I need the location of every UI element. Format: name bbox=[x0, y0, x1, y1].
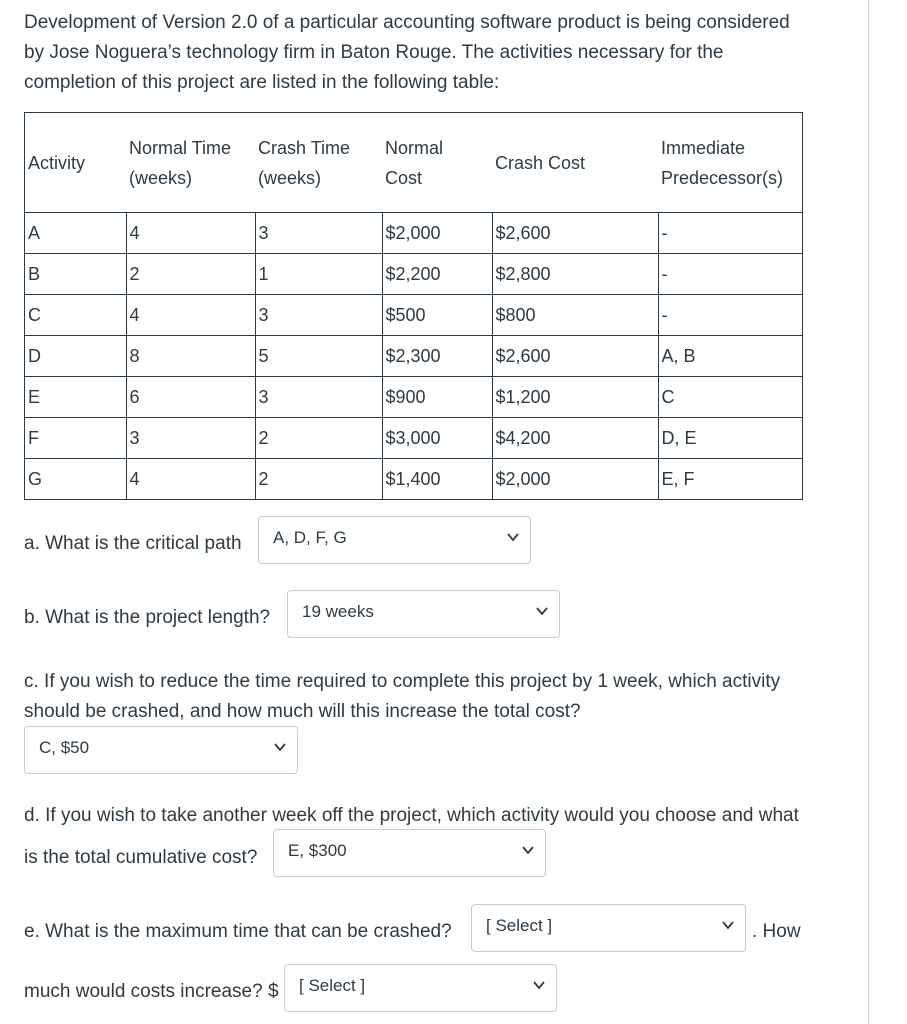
cell-activity: F bbox=[25, 418, 127, 459]
cost-increase-select[interactable] bbox=[284, 964, 557, 1012]
intro-line-3: completion of this project are listed in the following table: bbox=[24, 72, 500, 93]
activities-table bbox=[24, 112, 803, 500]
select-value: A, D, F, G bbox=[273, 528, 347, 547]
cell-crash-time: 3 bbox=[255, 377, 382, 418]
cell-activity: G bbox=[25, 459, 127, 500]
critical-path-select[interactable] bbox=[258, 516, 531, 564]
chevron-down-icon bbox=[506, 530, 520, 544]
table-row bbox=[25, 418, 803, 459]
question-c-line-1: c. If you wish to reduce the time required to complete this project by 1 week, which activity bbox=[24, 671, 781, 692]
cell-crash-cost: $2,800 bbox=[492, 254, 658, 295]
cell-normal-cost: $2,000 bbox=[382, 213, 492, 254]
cell-crash-time: 2 bbox=[255, 418, 382, 459]
cell-activity: B bbox=[25, 254, 127, 295]
cell-crash-cost: $2,600 bbox=[492, 336, 658, 377]
cell-normal-cost: $500 bbox=[382, 295, 492, 336]
cell-crash-time: 3 bbox=[255, 213, 382, 254]
header-crash-time: Crash Time (weeks) bbox=[255, 113, 382, 213]
cell-activity: C bbox=[25, 295, 127, 336]
question-c-line-2: should be crashed, and how much will this increase the total cost? bbox=[24, 701, 581, 722]
question-e-text: e. What is the maximum time that can be crashed? bbox=[24, 921, 452, 942]
table-row bbox=[25, 213, 803, 254]
cell-crash-time: 1 bbox=[255, 254, 382, 295]
table-row bbox=[25, 459, 803, 500]
cell-predecessors: - bbox=[658, 254, 803, 295]
header-normal-time: Normal Time (weeks) bbox=[126, 113, 255, 213]
header-normal-cost: Normal Cost bbox=[382, 113, 492, 213]
cell-normal-cost: $1,400 bbox=[382, 459, 492, 500]
question-e-line-2: much would costs increase? $ bbox=[24, 981, 279, 1002]
cell-predecessors: A, B bbox=[658, 336, 803, 377]
table-row bbox=[25, 377, 803, 418]
cell-normal-time: 4 bbox=[126, 213, 255, 254]
table-row bbox=[25, 295, 803, 336]
page-right-border bbox=[868, 0, 869, 1024]
cell-predecessors: C bbox=[658, 377, 803, 418]
chevron-down-icon bbox=[532, 978, 546, 992]
cell-normal-time: 4 bbox=[126, 459, 255, 500]
cell-normal-time: 2 bbox=[126, 254, 255, 295]
cell-predecessors: E, F bbox=[658, 459, 803, 500]
cell-crash-cost: $1,200 bbox=[492, 377, 658, 418]
chevron-down-icon bbox=[721, 918, 735, 932]
select-value: [ Select ] bbox=[486, 916, 553, 935]
cell-activity: D bbox=[25, 336, 127, 377]
cell-activity: E bbox=[25, 377, 127, 418]
crash-second-week-select[interactable] bbox=[273, 829, 546, 877]
table-row bbox=[25, 336, 803, 377]
header-crash-cost: Crash Cost bbox=[492, 113, 658, 213]
select-value: 19 weeks bbox=[302, 602, 374, 621]
cell-normal-time: 4 bbox=[126, 295, 255, 336]
question-a-text: a. What is the critical path bbox=[24, 533, 242, 554]
cell-crash-time: 3 bbox=[255, 295, 382, 336]
chevron-down-icon bbox=[273, 740, 287, 754]
cell-predecessors: - bbox=[658, 213, 803, 254]
cell-normal-time: 6 bbox=[126, 377, 255, 418]
question-e-after: . How bbox=[752, 921, 801, 942]
question-b-text: b. What is the project length? bbox=[24, 607, 271, 628]
select-value: C, $50 bbox=[39, 738, 90, 757]
cell-predecessors: D, E bbox=[658, 418, 803, 459]
cell-crash-time: 2 bbox=[255, 459, 382, 500]
project-length-select[interactable] bbox=[287, 590, 560, 638]
cell-crash-cost: $800 bbox=[492, 295, 658, 336]
chevron-down-icon bbox=[521, 843, 535, 857]
chevron-down-icon bbox=[535, 604, 549, 618]
table-row bbox=[25, 254, 803, 295]
question-d-line-1: d. If you wish to take another week off the project, which activity would you choose and what bbox=[24, 805, 799, 826]
cell-crash-cost: $2,000 bbox=[492, 459, 658, 500]
cell-normal-cost: $900 bbox=[382, 377, 492, 418]
problem-intro bbox=[24, 8, 844, 98]
intro-line-2: by Jose Noguera’s technology firm in Baton Rouge. The activities necessary for the bbox=[24, 42, 724, 63]
table-header-row bbox=[25, 113, 803, 213]
cell-crash-cost: $4,200 bbox=[492, 418, 658, 459]
cell-crash-cost: $2,600 bbox=[492, 213, 658, 254]
intro-line-1: Development of Version 2.0 of a particular accounting software product is being considered bbox=[24, 12, 790, 33]
question-d-line-2: is the total cumulative cost? bbox=[24, 847, 258, 868]
crash-one-week-select[interactable] bbox=[24, 726, 298, 774]
select-value: [ Select ] bbox=[299, 976, 366, 995]
cell-normal-cost: $2,200 bbox=[382, 254, 492, 295]
header-predecessors: Immediate Predecessor(s) bbox=[658, 113, 803, 213]
cell-normal-time: 8 bbox=[126, 336, 255, 377]
cell-activity: A bbox=[25, 213, 127, 254]
select-value: E, $300 bbox=[288, 841, 347, 860]
cell-normal-cost: $3,000 bbox=[382, 418, 492, 459]
cell-normal-cost: $2,300 bbox=[382, 336, 492, 377]
cell-predecessors: - bbox=[658, 295, 803, 336]
cell-crash-time: 5 bbox=[255, 336, 382, 377]
header-activity: Activity bbox=[25, 113, 127, 213]
max-crash-time-select[interactable] bbox=[471, 904, 746, 952]
cell-normal-time: 3 bbox=[126, 418, 255, 459]
